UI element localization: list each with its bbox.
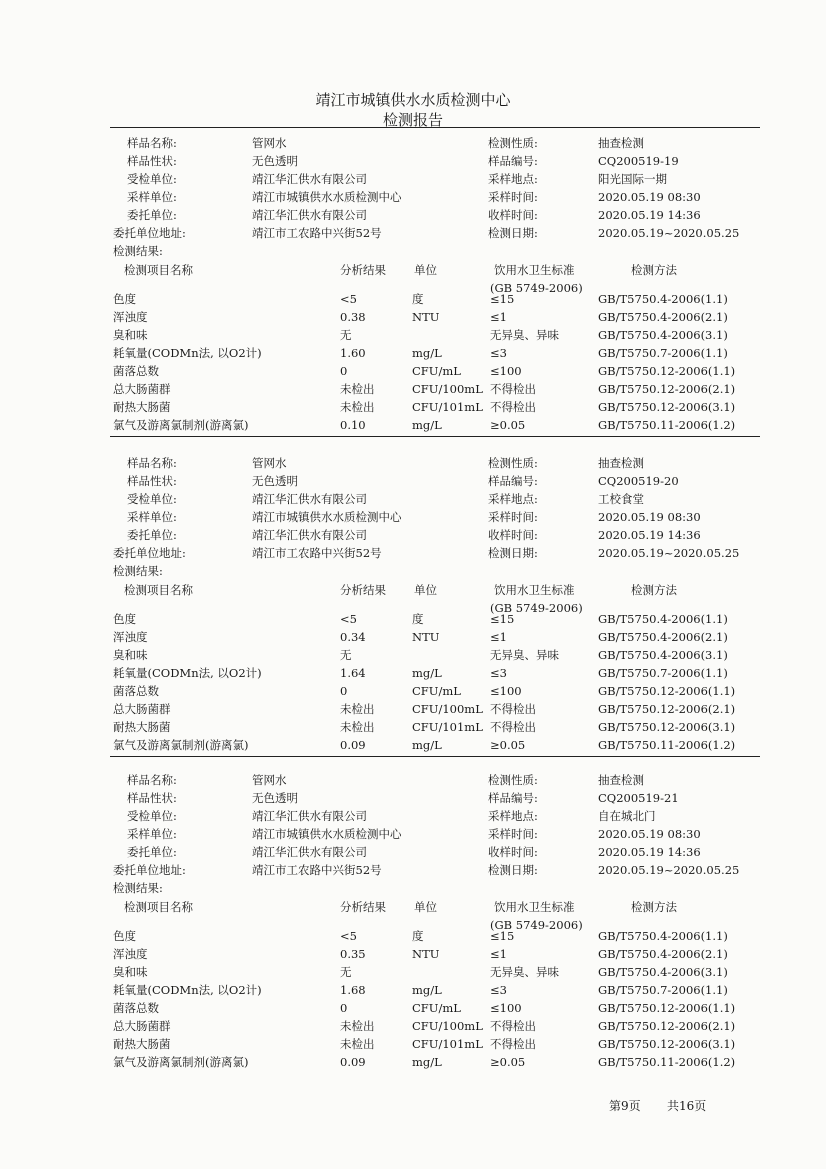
cell-standard: ≤1: [490, 630, 507, 644]
label-sampling-time: 采样时间:: [488, 190, 538, 204]
cell-result: 无: [340, 648, 352, 662]
cell-unit: CFU/101mL: [412, 720, 483, 734]
cell-item: 总大肠菌群: [113, 1019, 171, 1033]
cell-standard: 不得检出: [490, 702, 536, 716]
value-sample-no: CQ200519-21: [598, 791, 679, 805]
cell-item: 臭和味: [113, 965, 148, 979]
cell-result: <5: [340, 612, 357, 626]
cell-method: GB/T5750.12-2006(3.1): [598, 1037, 736, 1051]
cell-item: 氯气及游离氯制剂(游离氯): [113, 738, 249, 752]
cell-method: GB/T5750.12-2006(2.1): [598, 382, 736, 396]
cell-item: 浑浊度: [113, 310, 148, 324]
value-receive-time: 2020.05.19 14:36: [598, 208, 701, 222]
cell-result: 1.68: [340, 983, 366, 997]
cell-standard: 不得检出: [490, 382, 536, 396]
cell-item: 耗氧量(CODMn法, 以O2计): [113, 666, 262, 680]
cell-method: GB/T5750.4-2006(2.1): [598, 310, 728, 324]
cell-item: 氯气及游离氯制剂(游离氯): [113, 1055, 249, 1069]
value-receive-time: 2020.05.19 14:36: [598, 528, 701, 542]
label-sample-no: 样品编号:: [488, 474, 538, 488]
cell-unit: 度: [412, 929, 424, 943]
cell-result: 未检出: [340, 702, 375, 716]
cell-item: 色度: [113, 612, 136, 626]
cell-result: 未检出: [340, 1037, 375, 1051]
cell-standard: 不得检出: [490, 720, 536, 734]
page-total: 共16页: [667, 1099, 707, 1113]
value-sampling-site: 工校食堂: [598, 492, 644, 506]
cell-result: 未检出: [340, 720, 375, 734]
cell-result: 0.38: [340, 310, 366, 324]
label-sampling-time: 采样时间:: [488, 827, 538, 841]
label-inspection-type: 检测性质:: [488, 136, 538, 150]
cell-method: GB/T5750.7-2006(1.1): [598, 666, 728, 680]
cell-unit: mg/L: [412, 738, 442, 752]
cell-method: GB/T5750.4-2006(2.1): [598, 947, 728, 961]
cell-method: GB/T5750.7-2006(1.1): [598, 346, 728, 360]
label-test-date: 检测日期:: [488, 863, 538, 877]
value-sample-state: 无色透明: [252, 791, 298, 805]
cell-item: 臭和味: [113, 648, 148, 662]
cell-method: GB/T5750.11-2006(1.2): [598, 418, 736, 432]
label-sample-state: 样品性状:: [127, 474, 177, 488]
value-sample-name: 管网水: [252, 773, 287, 787]
label-receive-time: 收样时间:: [488, 845, 538, 859]
cell-unit: NTU: [412, 630, 440, 644]
value-client-unit: 靖江华汇供水有限公司: [252, 845, 367, 859]
cell-result: <5: [340, 929, 357, 943]
label-sampling-unit: 采样单位:: [127, 190, 177, 204]
report-title-org: 靖江市城镇供水水质检测中心: [315, 91, 511, 109]
value-sampling-unit: 靖江市城镇供水水质检测中心: [252, 827, 402, 841]
label-test-date: 检测日期:: [488, 226, 538, 240]
value-inspection-type: 抽查检测: [598, 136, 644, 150]
cell-standard: ≤15: [490, 929, 515, 943]
cell-method: GB/T5750.12-2006(1.1): [598, 364, 736, 378]
cell-method: GB/T5750.4-2006(1.1): [598, 929, 728, 943]
cell-standard: ≤3: [490, 666, 507, 680]
label-sample-no: 样品编号:: [488, 791, 538, 805]
label-sample-state: 样品性状:: [127, 154, 177, 168]
label-client-unit: 委托单位:: [127, 845, 177, 859]
label-sample-state: 样品性状:: [127, 791, 177, 805]
label-inspection-type: 检测性质:: [488, 773, 538, 787]
cell-method: GB/T5750.12-2006(1.1): [598, 1001, 736, 1015]
column-header-item: 检测项目名称: [124, 263, 193, 277]
cell-result: 未检出: [340, 400, 375, 414]
cell-item: 耗氧量(CODMn法, 以O2计): [113, 983, 262, 997]
cell-item: 菌落总数: [113, 364, 159, 378]
column-header-standard-code: (GB 5749-2006): [490, 281, 583, 295]
column-header-standard-code: (GB 5749-2006): [490, 918, 583, 932]
cell-method: GB/T5750.12-2006(2.1): [598, 1019, 736, 1033]
cell-item: 菌落总数: [113, 684, 159, 698]
label-sample-name: 样品名称:: [127, 773, 177, 787]
title-underline: [110, 127, 760, 128]
cell-standard: ≤100: [490, 1001, 522, 1015]
cell-unit: NTU: [412, 947, 440, 961]
results-label: 检测结果:: [113, 881, 163, 895]
column-header-result: 分析结果: [340, 263, 386, 277]
cell-unit: 度: [412, 612, 424, 626]
cell-unit: CFU/101mL: [412, 1037, 483, 1051]
cell-method: GB/T5750.4-2006(3.1): [598, 965, 728, 979]
cell-item: 色度: [113, 292, 136, 306]
cell-result: 0.09: [340, 1055, 366, 1069]
value-inspected-unit: 靖江华汇供水有限公司: [252, 172, 367, 186]
label-sampling-time: 采样时间:: [488, 510, 538, 524]
label-inspected-unit: 受检单位:: [127, 492, 177, 506]
cell-standard: 不得检出: [490, 1019, 536, 1033]
cell-result: 0.35: [340, 947, 366, 961]
label-sample-name: 样品名称:: [127, 136, 177, 150]
cell-result: 1.64: [340, 666, 366, 680]
cell-method: GB/T5750.4-2006(1.1): [598, 292, 728, 306]
value-inspected-unit: 靖江华汇供水有限公司: [252, 809, 367, 823]
cell-result: 0: [340, 684, 348, 698]
cell-standard: ≥0.05: [490, 738, 526, 752]
value-inspection-type: 抽查检测: [598, 773, 644, 787]
column-header-method: 检测方法: [631, 583, 677, 597]
cell-item: 浑浊度: [113, 947, 148, 961]
divider-line: [110, 436, 760, 437]
cell-method: GB/T5750.7-2006(1.1): [598, 983, 728, 997]
cell-result: 0.10: [340, 418, 366, 432]
label-client-unit: 委托单位:: [127, 208, 177, 222]
value-client-unit: 靖江华汇供水有限公司: [252, 528, 367, 542]
label-sampling-site: 采样地点:: [488, 172, 538, 186]
cell-method: GB/T5750.11-2006(1.2): [598, 738, 736, 752]
page-number: 第9页: [609, 1099, 641, 1113]
column-header-standard: 饮用水卫生标准: [494, 263, 575, 277]
cell-standard: ≤1: [490, 947, 507, 961]
cell-unit: CFU/100mL: [412, 1019, 483, 1033]
cell-standard: 不得检出: [490, 1037, 536, 1051]
value-sampling-time: 2020.05.19 08:30: [598, 510, 701, 524]
cell-unit: CFU/100mL: [412, 702, 483, 716]
value-sample-state: 无色透明: [252, 154, 298, 168]
cell-method: GB/T5750.12-2006(2.1): [598, 702, 736, 716]
cell-method: GB/T5750.4-2006(3.1): [598, 328, 728, 342]
cell-method: GB/T5750.4-2006(2.1): [598, 630, 728, 644]
cell-item: 色度: [113, 929, 136, 943]
label-client-unit: 委托单位:: [127, 528, 177, 542]
cell-unit: mg/L: [412, 666, 442, 680]
cell-method: GB/T5750.12-2006(3.1): [598, 720, 736, 734]
cell-standard: 不得检出: [490, 400, 536, 414]
value-sampling-unit: 靖江市城镇供水水质检测中心: [252, 510, 402, 524]
cell-standard: 无异臭、异味: [490, 965, 559, 979]
value-sampling-time: 2020.05.19 08:30: [598, 190, 701, 204]
cell-unit: mg/L: [412, 418, 442, 432]
cell-standard: ≤1: [490, 310, 507, 324]
divider-line: [110, 756, 760, 757]
cell-standard: ≤100: [490, 364, 522, 378]
column-header-method: 检测方法: [631, 900, 677, 914]
value-sampling-unit: 靖江市城镇供水水质检测中心: [252, 190, 402, 204]
column-header-unit: 单位: [414, 900, 437, 914]
cell-standard: ≤3: [490, 346, 507, 360]
column-header-standard-code: (GB 5749-2006): [490, 601, 583, 615]
label-sampling-site: 采样地点:: [488, 492, 538, 506]
cell-unit: 度: [412, 292, 424, 306]
value-sample-no: CQ200519-20: [598, 474, 679, 488]
cell-standard: ≥0.05: [490, 418, 526, 432]
cell-result: 0.34: [340, 630, 366, 644]
results-label: 检测结果:: [113, 564, 163, 578]
cell-item: 氯气及游离氯制剂(游离氯): [113, 418, 249, 432]
value-sampling-site: 阳光国际一期: [598, 172, 667, 186]
cell-item: 耐热大肠菌: [113, 400, 171, 414]
label-inspection-type: 检测性质:: [488, 456, 538, 470]
cell-item: 耗氧量(CODMn法, 以O2计): [113, 346, 262, 360]
label-sampling-site: 采样地点:: [488, 809, 538, 823]
cell-unit: CFU/101mL: [412, 400, 483, 414]
value-test-date: 2020.05.19~2020.05.25: [598, 226, 740, 240]
cell-item: 耐热大肠菌: [113, 720, 171, 734]
value-receive-time: 2020.05.19 14:36: [598, 845, 701, 859]
cell-standard: ≤100: [490, 684, 522, 698]
cell-result: 1.60: [340, 346, 366, 360]
value-sample-no: CQ200519-19: [598, 154, 679, 168]
value-sample-name: 管网水: [252, 456, 287, 470]
cell-unit: CFU/mL: [412, 364, 461, 378]
cell-unit: CFU/mL: [412, 1001, 461, 1015]
label-inspected-unit: 受检单位:: [127, 172, 177, 186]
value-client-address: 靖江市工农路中兴街52号: [252, 226, 382, 240]
cell-unit: mg/L: [412, 1055, 442, 1069]
cell-method: GB/T5750.11-2006(1.2): [598, 1055, 736, 1069]
label-inspected-unit: 受检单位:: [127, 809, 177, 823]
cell-result: 未检出: [340, 382, 375, 396]
label-receive-time: 收样时间:: [488, 528, 538, 542]
cell-standard: 无异臭、异味: [490, 328, 559, 342]
label-test-date: 检测日期:: [488, 546, 538, 560]
label-sampling-unit: 采样单位:: [127, 827, 177, 841]
cell-item: 总大肠菌群: [113, 702, 171, 716]
cell-unit: CFU/mL: [412, 684, 461, 698]
column-header-unit: 单位: [414, 583, 437, 597]
column-header-standard: 饮用水卫生标准: [494, 900, 575, 914]
cell-unit: mg/L: [412, 983, 442, 997]
cell-method: GB/T5750.4-2006(3.1): [598, 648, 728, 662]
value-test-date: 2020.05.19~2020.05.25: [598, 863, 740, 877]
report-title: 检测报告: [382, 111, 443, 129]
value-client-unit: 靖江华汇供水有限公司: [252, 208, 367, 222]
value-test-date: 2020.05.19~2020.05.25: [598, 546, 740, 560]
cell-result: 无: [340, 965, 352, 979]
value-client-address: 靖江市工农路中兴街52号: [252, 546, 382, 560]
column-header-method: 检测方法: [631, 263, 677, 277]
label-client-address: 委托单位地址:: [113, 863, 186, 877]
column-header-result: 分析结果: [340, 583, 386, 597]
value-sampling-time: 2020.05.19 08:30: [598, 827, 701, 841]
cell-standard: ≤15: [490, 292, 515, 306]
value-sample-name: 管网水: [252, 136, 287, 150]
label-receive-time: 收样时间:: [488, 208, 538, 222]
label-sample-no: 样品编号:: [488, 154, 538, 168]
results-label: 检测结果:: [113, 244, 163, 258]
label-sampling-unit: 采样单位:: [127, 510, 177, 524]
cell-result: 0: [340, 364, 348, 378]
value-inspected-unit: 靖江华汇供水有限公司: [252, 492, 367, 506]
cell-standard: ≤15: [490, 612, 515, 626]
column-header-unit: 单位: [414, 263, 437, 277]
cell-unit: mg/L: [412, 346, 442, 360]
cell-result: <5: [340, 292, 357, 306]
cell-method: GB/T5750.4-2006(1.1): [598, 612, 728, 626]
cell-standard: ≤3: [490, 983, 507, 997]
cell-result: 无: [340, 328, 352, 342]
cell-result: 0.09: [340, 738, 366, 752]
value-sampling-site: 自在城北门: [598, 809, 656, 823]
column-header-item: 检测项目名称: [124, 900, 193, 914]
cell-unit: NTU: [412, 310, 440, 324]
cell-unit: CFU/100mL: [412, 382, 483, 396]
column-header-item: 检测项目名称: [124, 583, 193, 597]
cell-result: 未检出: [340, 1019, 375, 1033]
label-sample-name: 样品名称:: [127, 456, 177, 470]
cell-method: GB/T5750.12-2006(1.1): [598, 684, 736, 698]
cell-item: 臭和味: [113, 328, 148, 342]
value-sample-state: 无色透明: [252, 474, 298, 488]
cell-result: 0: [340, 1001, 348, 1015]
label-client-address: 委托单位地址:: [113, 226, 186, 240]
column-header-result: 分析结果: [340, 900, 386, 914]
cell-item: 耐热大肠菌: [113, 1037, 171, 1051]
cell-item: 总大肠菌群: [113, 382, 171, 396]
cell-standard: 无异臭、异味: [490, 648, 559, 662]
value-inspection-type: 抽查检测: [598, 456, 644, 470]
cell-item: 浑浊度: [113, 630, 148, 644]
column-header-standard: 饮用水卫生标准: [494, 583, 575, 597]
cell-standard: ≥0.05: [490, 1055, 526, 1069]
label-client-address: 委托单位地址:: [113, 546, 186, 560]
cell-method: GB/T5750.12-2006(3.1): [598, 400, 736, 414]
value-client-address: 靖江市工农路中兴街52号: [252, 863, 382, 877]
cell-item: 菌落总数: [113, 1001, 159, 1015]
